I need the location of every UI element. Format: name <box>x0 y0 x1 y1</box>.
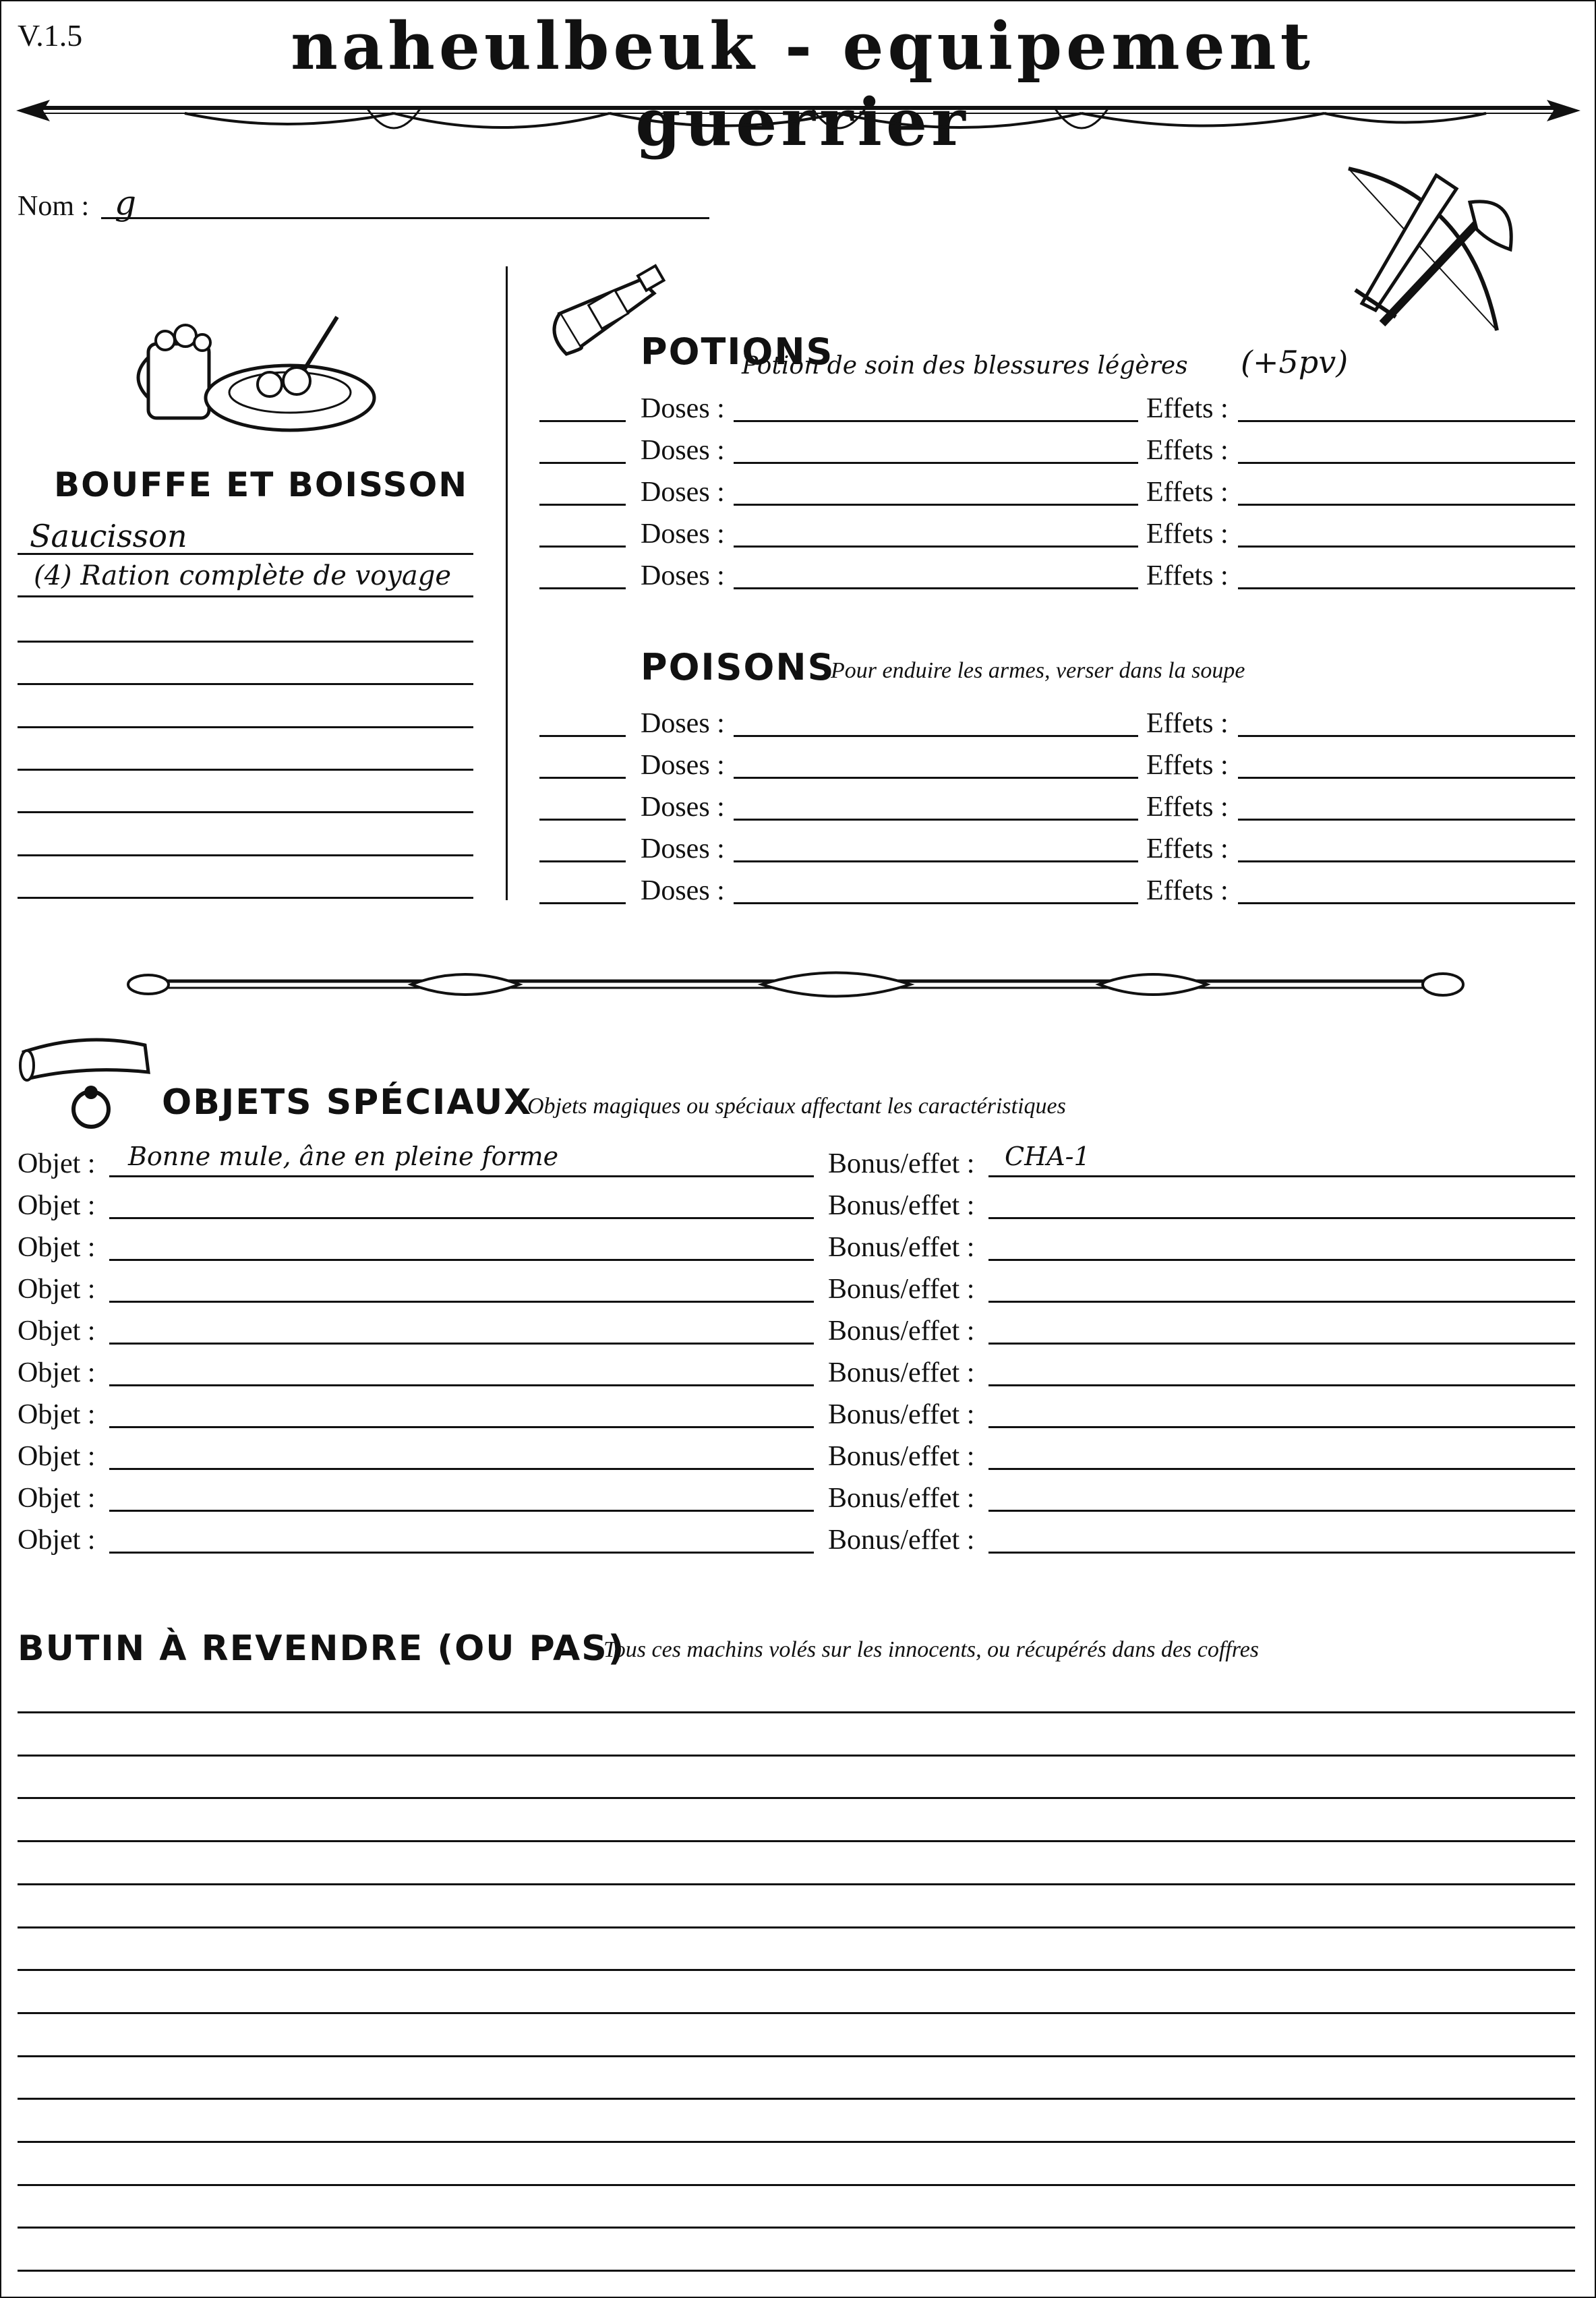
effets-label: Effets : <box>1146 435 1229 466</box>
bonus-label: Bonus/effet : <box>828 1357 975 1388</box>
butin-heading: BUTIN À REVENDRE (OU PAS) <box>18 1628 626 1669</box>
bonus-label: Bonus/effet : <box>828 1274 975 1305</box>
bonus-field[interactable] <box>988 1384 1575 1386</box>
butin-line[interactable] <box>18 2098 1575 2100</box>
doses-label: Doses : <box>641 560 725 591</box>
doses-label: Doses : <box>641 708 725 739</box>
effets-label: Effets : <box>1146 393 1229 424</box>
butin-line[interactable] <box>18 1883 1575 1885</box>
food-icon <box>135 303 378 438</box>
food-line[interactable] <box>18 595 473 597</box>
butin-line[interactable] <box>18 2184 1575 2186</box>
objet-label: Objet : <box>18 1232 96 1263</box>
effets-field[interactable] <box>1238 462 1575 464</box>
weapons-icon <box>1335 155 1524 337</box>
bonus-field[interactable] <box>988 1301 1575 1303</box>
food-entry: Saucisson <box>30 518 187 554</box>
bonus-field[interactable] <box>988 1175 1575 1177</box>
dose-count-field[interactable] <box>539 902 626 904</box>
doses-label: Doses : <box>641 519 725 550</box>
effets-label: Effets : <box>1146 792 1229 823</box>
dose-count-field[interactable] <box>539 777 626 779</box>
dose-count-field[interactable] <box>539 420 626 422</box>
effets-label: Effets : <box>1146 560 1229 591</box>
butin-line[interactable] <box>18 1969 1575 1971</box>
effets-field[interactable] <box>1238 860 1575 862</box>
doses-field[interactable] <box>734 735 1138 737</box>
effets-field[interactable] <box>1238 777 1575 779</box>
effets-label: Effets : <box>1146 875 1229 906</box>
objets-heading: OBJETS SPÉCIAUX <box>162 1082 533 1123</box>
effets-field[interactable] <box>1238 587 1575 589</box>
doses-field[interactable] <box>734 860 1138 862</box>
dose-count-field[interactable] <box>539 735 626 737</box>
objet-label: Objet : <box>18 1483 96 1514</box>
food-line[interactable] <box>18 641 473 643</box>
dose-count-field[interactable] <box>539 819 626 821</box>
dose-count-field[interactable] <box>539 546 626 548</box>
objet-field[interactable] <box>109 1552 814 1554</box>
objet-label: Objet : <box>18 1441 96 1472</box>
bonus-field[interactable] <box>988 1510 1575 1512</box>
butin-line[interactable] <box>18 2227 1575 2229</box>
effets-label: Effets : <box>1146 519 1229 550</box>
bonus-field[interactable] <box>988 1259 1575 1261</box>
objet-label: Objet : <box>18 1316 96 1347</box>
doses-label: Doses : <box>641 750 725 781</box>
nom-field[interactable] <box>101 217 709 219</box>
staff-divider-icon <box>128 961 1463 1008</box>
dose-count-field[interactable] <box>539 504 626 506</box>
doses-label: Doses : <box>641 875 725 906</box>
effets-label: Effets : <box>1146 750 1229 781</box>
effets-field[interactable] <box>1238 902 1575 904</box>
food-line[interactable] <box>18 683 473 685</box>
doses-field[interactable] <box>734 587 1138 589</box>
food-entry: (4) Ration complète de voyage <box>34 560 452 591</box>
dose-count-field[interactable] <box>539 860 626 862</box>
bonus-label: Bonus/effet : <box>828 1483 975 1514</box>
effets-field[interactable] <box>1238 420 1575 422</box>
bonus-label: Bonus/effet : <box>828 1525 975 1556</box>
butin-line[interactable] <box>18 2141 1575 2143</box>
objet-label: Objet : <box>18 1357 96 1388</box>
doses-field[interactable] <box>734 902 1138 904</box>
objet-field[interactable] <box>109 1468 814 1470</box>
version-label: V.1.5 <box>18 18 83 53</box>
potion-note: Potion de soin des blessures légères <box>742 352 1188 380</box>
doses-field[interactable] <box>734 462 1138 464</box>
bonus-label: Bonus/effet : <box>828 1316 975 1347</box>
effets-field[interactable] <box>1238 546 1575 548</box>
doses-label: Doses : <box>641 435 725 466</box>
butin-line[interactable] <box>18 1711 1575 1713</box>
objet-field[interactable] <box>109 1343 814 1345</box>
objet-field[interactable] <box>109 1510 814 1512</box>
bonus-label: Bonus/effet : <box>828 1232 975 1263</box>
doses-field[interactable] <box>734 777 1138 779</box>
effets-field[interactable] <box>1238 504 1575 506</box>
bonus-field[interactable] <box>988 1426 1575 1428</box>
butin-line[interactable] <box>18 1840 1575 1842</box>
doses-field[interactable] <box>734 819 1138 821</box>
butin-line[interactable] <box>18 1797 1575 1799</box>
objet-label: Objet : <box>18 1148 96 1179</box>
dose-count-field[interactable] <box>539 462 626 464</box>
dose-count-field[interactable] <box>539 587 626 589</box>
effets-field[interactable] <box>1238 819 1575 821</box>
poisons-heading: POISONS <box>641 646 835 688</box>
poisons-subtitle: Pour enduire les armes, verser dans la soupe <box>831 658 1245 683</box>
food-heading: BOUFFE ET BOISSON <box>54 465 469 504</box>
doses-field[interactable] <box>734 546 1138 548</box>
objets-subtitle: Objets magiques ou spéciaux affectant les caractéristiques <box>527 1094 1066 1119</box>
food-line[interactable] <box>18 726 473 728</box>
bonus-label: Bonus/effet : <box>828 1441 975 1472</box>
bonus-label: Bonus/effet : <box>828 1190 975 1221</box>
column-divider <box>506 266 508 900</box>
objet-field[interactable] <box>109 1301 814 1303</box>
food-line[interactable] <box>18 553 473 555</box>
butin-line[interactable] <box>18 2055 1575 2057</box>
doses-label: Doses : <box>641 393 725 424</box>
nom-value: g <box>115 183 137 223</box>
food-line[interactable] <box>18 769 473 771</box>
potions-heading: POTIONS <box>641 330 834 373</box>
bonus-value: CHA-1 <box>1005 1142 1090 1171</box>
doses-label: Doses : <box>641 833 725 864</box>
doses-field[interactable] <box>734 504 1138 506</box>
objet-field[interactable] <box>109 1175 814 1177</box>
food-line[interactable] <box>18 854 473 856</box>
butin-line[interactable] <box>18 2270 1575 2272</box>
objet-label: Objet : <box>18 1190 96 1221</box>
objet-label: Objet : <box>18 1525 96 1556</box>
effets-label: Effets : <box>1146 477 1229 508</box>
objet-field[interactable] <box>109 1426 814 1428</box>
butin-line[interactable] <box>18 1755 1575 1757</box>
butin-line[interactable] <box>18 1926 1575 1928</box>
spear-divider-icon <box>16 88 1580 148</box>
bonus-label: Bonus/effet : <box>828 1148 975 1179</box>
food-line[interactable] <box>18 897 473 899</box>
butin-line[interactable] <box>18 2012 1575 2014</box>
page-title: naheulbeuk - equipement guerrier <box>291 8 1314 160</box>
bonus-field[interactable] <box>988 1552 1575 1554</box>
objet-field[interactable] <box>109 1384 814 1386</box>
bonus-field[interactable] <box>988 1217 1575 1219</box>
doses-field[interactable] <box>734 420 1138 422</box>
objet-field[interactable] <box>109 1217 814 1219</box>
butin-subtitle: Tous ces machins volés sur les innocents, ou récupérés dans des coffres <box>603 1637 1260 1662</box>
food-line[interactable] <box>18 811 473 813</box>
doses-label: Doses : <box>641 477 725 508</box>
effets-label: Effets : <box>1146 708 1229 739</box>
nom-label: Nom : <box>18 191 90 222</box>
doses-label: Doses : <box>641 792 725 823</box>
effets-field[interactable] <box>1238 735 1575 737</box>
bonus-field[interactable] <box>988 1343 1575 1345</box>
objet-label: Objet : <box>18 1399 96 1430</box>
bonus-field[interactable] <box>988 1468 1575 1470</box>
bonus-label: Bonus/effet : <box>828 1399 975 1430</box>
objet-label: Objet : <box>18 1274 96 1305</box>
objet-value: Bonne mule, âne en pleine forme <box>128 1142 559 1171</box>
effets-label: Effets : <box>1146 833 1229 864</box>
objet-field[interactable] <box>109 1259 814 1261</box>
potion-note-effect: (+5pv) <box>1241 344 1349 380</box>
scroll-ring-icon <box>17 1025 158 1133</box>
